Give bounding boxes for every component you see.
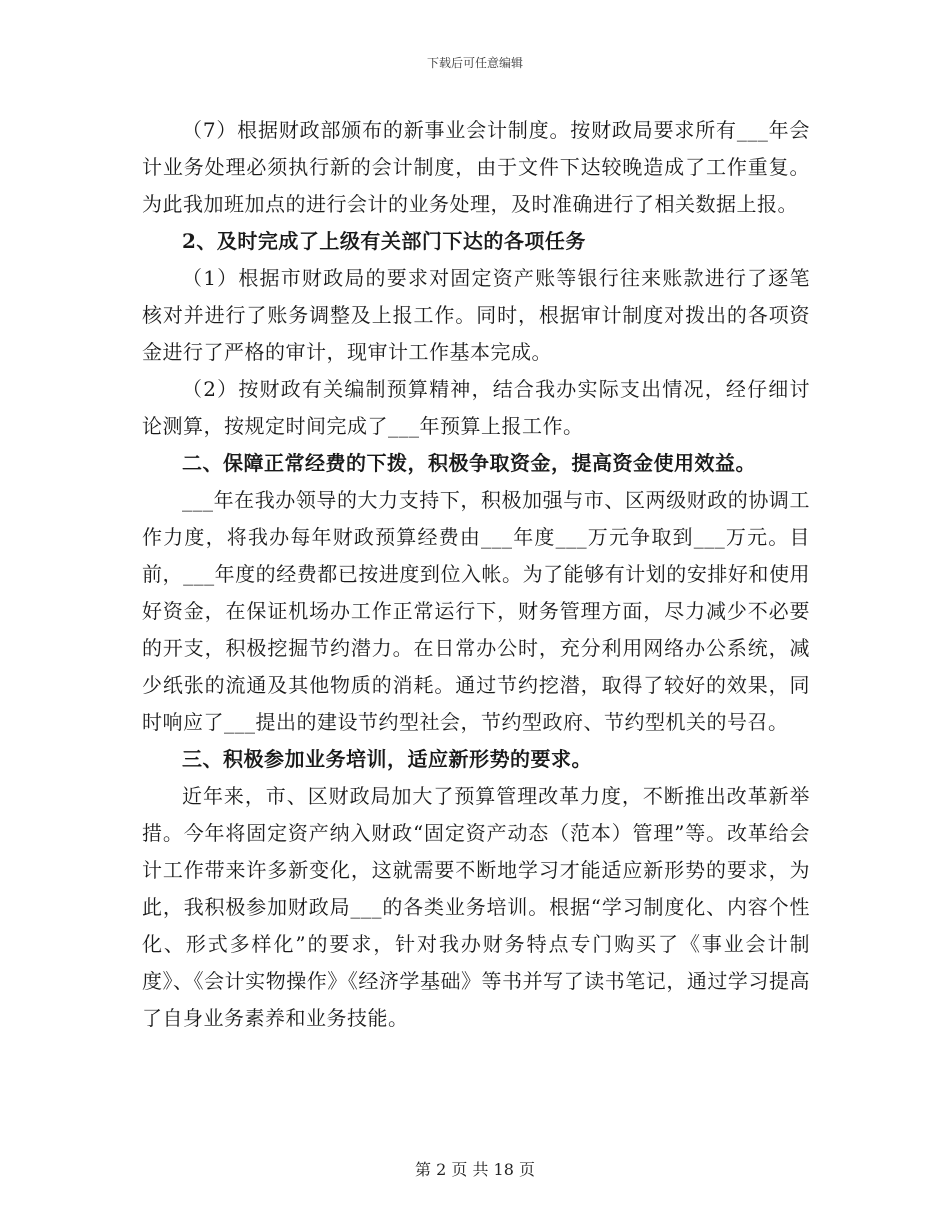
paragraph: ___年在我办领导的大力支持下，积极加强与市、区两级财政的协调工作力度，将我办每年财政预算经费由___年度___万元争取到___万元。目前，___年度的经费都已按进度到位入帐。为了能够有计划的安排好和使用好资金，在保证机场办工作正常运行下，财务管理方面，尽力减少不必要的开支，积极挖掘节约潜力。在日常办公时，充分利用网络办公系统，减少纸张的流通及其他物质的消耗。通过节约挖潜，取得了较好的效果，同时响应了___提出的建设节约型社会，节约型政府、节约型机关的号召。 — [142, 488, 810, 734]
document-body — [142, 112, 810, 1037]
section-heading: 二、保障正常经费的下拨，积极争取资金，提高资金使用效益。 — [182, 451, 756, 475]
page-header-note: 下载后可任意编辑 — [426, 56, 523, 70]
paragraph: （2）按财政有关编制预算精神，结合我办实际支出情况，经仔细讨论测算，按规定时间完成了___年预算上报工作。 — [142, 377, 810, 438]
section-heading: 三、积极参加业务培训，适应新形势的要求。 — [182, 747, 592, 771]
page-number: 第 2 页 共 18 页 — [415, 1160, 535, 1179]
paragraph: 近年来，市、区财政局加大了预算管理改革力度，不断推出改革新举措。今年将固定资产纳入财政“固定资产动态（范本）管理”等。改革给会计工作带来许多新变化，这就需要不断地学习才能适应新形势的要求，为此，我积极参加财政局___的各类业务培训。根据“学习制度化、内容个性化、形式多样化”的要求，针对我办财务特点专门购买了《事业会计制度》、《会计实物操作》《经济学基础》等书并写了读书笔记，通过学习提高了自身业务素养和业务技能。 — [142, 784, 810, 1030]
paragraph: （7）根据财政部颁布的新事业会计制度。按财政局要求所有___年会计业务处理必须执行新的会计制度，由于文件下达较晚造成了工作重复。为此我加班加点的进行会计的业务处理，及时准确进行了相关数据上报。 — [142, 118, 810, 216]
paragraph: （1）根据市财政局的要求对固定资产账等银行往来账款进行了逐笔核对并进行了账务调整及上报工作。同时，根据审计制度对拨出的各项资金进行了严格的审计，现审计工作基本完成。 — [142, 266, 810, 364]
section-heading: 2、及时完成了上级有关部门下达的各项任务 — [182, 229, 586, 253]
